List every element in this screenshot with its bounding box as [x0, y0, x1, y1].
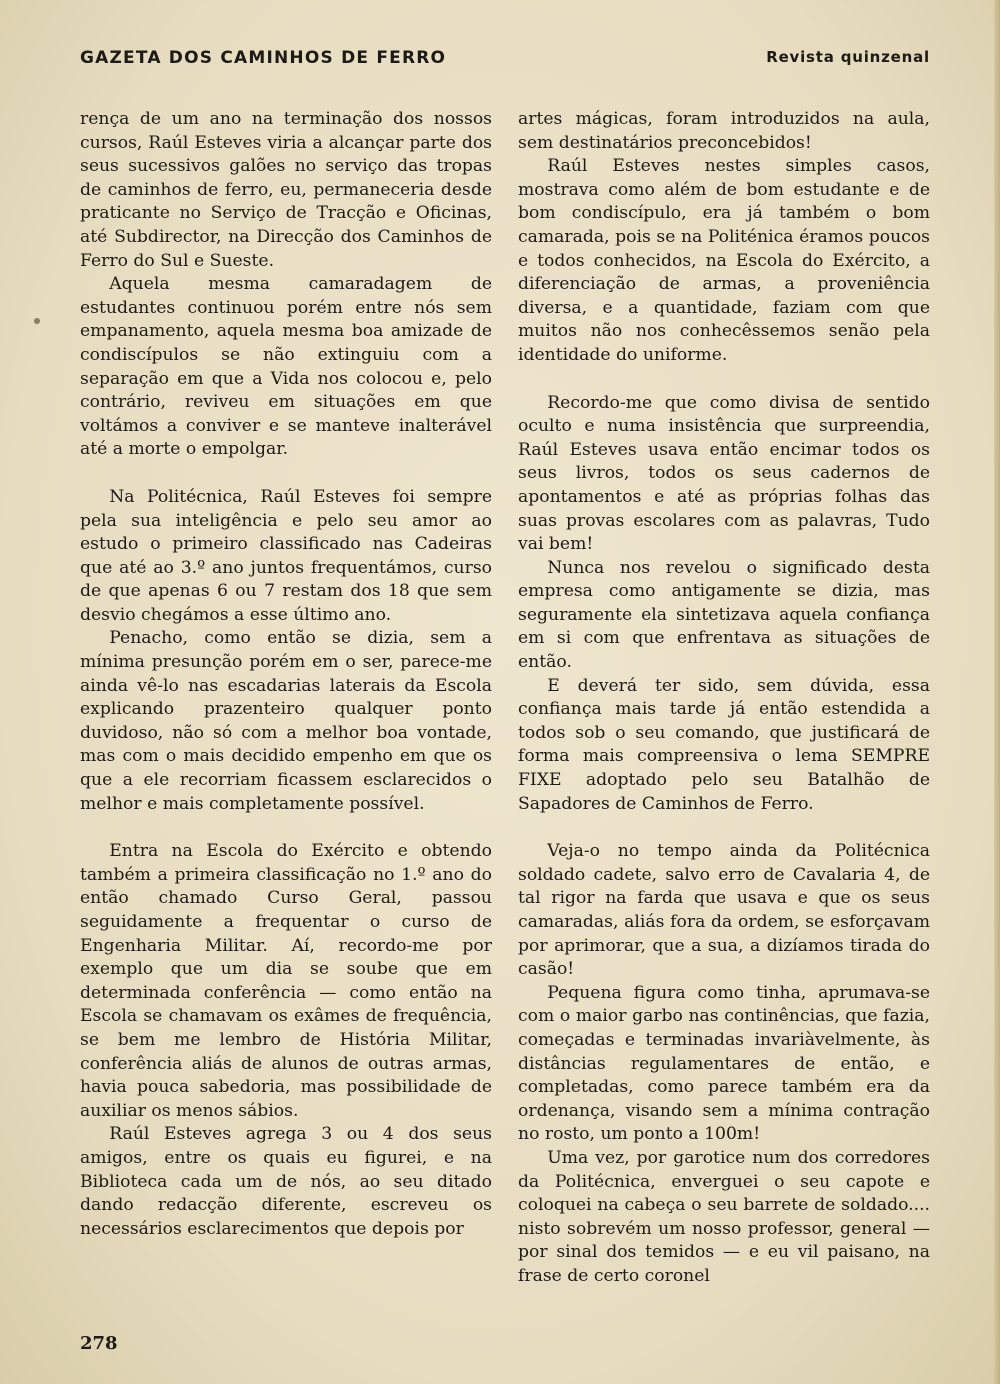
paragraph: Raúl Esteves nestes simples casos, mostrava como além de bom estudante e de bom condiscípulo, era já também o bom camarada, pois se na Politénica éramos poucos e todos conhecidos, na Escola do Exército, a diferenciação de armas, a proveniência diversa, e a quantidade, faziam com que muitos não nos conhecêssemos senão pela identidade do uniforme. — [518, 156, 930, 365]
paragraph: rença de um ano na terminação dos nossos cursos, Raúl Esteves viria a alcançar parte dos seus sucessivos galões no serviço das tropas de caminhos de ferro, eu, permaneceria desde praticante no Serviço de Tracção e Oficinas, até Subdirector, na Direcção dos Caminhos de Ferro do Sul e Sueste. — [80, 109, 492, 271]
paper-spot — [34, 318, 40, 324]
running-header — [80, 48, 930, 78]
paragraph: Raúl Esteves agrega 3 ou 4 dos seus amigos, entre os quais eu figurei, e na Biblioteca cada um de nós, ao seu ditado dando redacção diferente, escreveu os necessários esclarecimentos que depois por — [80, 1124, 492, 1239]
publication-title: GAZETA DOS CAMINHOS DE FERRO — [80, 48, 447, 68]
paragraph: Entra na Escola do Exército e obtendo também a primeira classificação no 1.º ano do então chamado Curso Geral, passou seguidamente a frequentar o curso de Engenharia Militar. Aí, recordo-me por exemplo que um dia se soube que em determinada conferência — como então na Escola se chamavam os exâmes de frequência, se bem me lembro de História Militar, conferência aliás de alunos de outras armas, havia pouca sabedoria, mas possibilidade de auxiliar os menos sábios. — [80, 841, 492, 1121]
left-column — [80, 108, 492, 1241]
paragraph: Recordo-me que como divisa de sentido oculto e numa insistência que surpreendia, Raúl Esteves usava então encimar todos os seus livros, todos os seus cadernos de apontamentos e até as próprias folhas das suas provas escolares com as palavras, Tudo vai bem! — [518, 392, 930, 555]
paragraph: Nunca nos revelou o significado desta empresa como antigamente se dizia, mas seguramente ela sintetizava aquela confiança em si com que enfrentava as situações de então. — [518, 557, 930, 673]
paragraph: Aquela mesma camaradagem de estudantes continuou porém entre nós sem empanamento, aquela mesma boa amizade de condiscípulos se não extinguiu com a separação em que a Vida nos colocou e, pelo contrário, reviveu em situações em que voltámos a conviver e se manteve inalterável até a morte o empolgar. — [80, 274, 492, 460]
paragraph: Pequena figura como tinha, aprumava-se com o maior garbo nas continências, que fazia, começadas e terminadas invariàvelmente, às distâncias regulamentares de então, e completadas, como parece também era da ordenança, visando sem a mínima contração no rosto, um ponto a 100m! — [518, 982, 930, 1145]
paragraph: E deverá ter sido, sem dúvida, essa confiança mais tarde já então estendida a todos sob o seu comando, que justificará de forma mais compreensiva o lema SEMPRE FIXE adoptado pelo seu Batalhão de Sapadores de Caminhos de Ferro. — [518, 675, 930, 814]
paragraph: Uma vez, por garotice num dos corredores da Politécnica, enverguei o seu capote e coloquei na cabeça o seu barrete de soldado.... nisto sobrevém um nosso professor, general — por sinal dos temidos — e eu vil paisano, na frase de certo coronel — [518, 1147, 930, 1286]
paragraph: Na Politécnica, Raúl Esteves foi sempre pela sua inteligência e pelo seu amor ao estudo o primeiro classificado nas Cadeiras que até ao 3.º ano juntos frequentámos, curso de que apenas 6 ou 7 restam dos 18 que sem desvio chegámos a esse último ano. — [80, 486, 492, 625]
paragraph: Penacho, como então se dizia, sem a mínima presunção porém em o ser, parece-me ainda vê-lo nas escadarias laterais da Escola explicando prazenteiro qualquer ponto duvidoso, não só com a melhor boa vontade, mas com o mais decidido empenho em que os que a ele recorriam ficassem esclarecidos o melhor e mais completamente possível. — [80, 628, 492, 814]
right-column — [518, 108, 930, 1289]
page-number: 278 — [80, 1333, 118, 1354]
publication-frequency: Revista quinzenal — [766, 48, 930, 66]
paragraph: artes mágicas, foram introduzidos na aula, sem destinatários preconcebidos! — [518, 109, 930, 153]
paragraph: Veja-o no tempo ainda da Politécnica soldado cadete, salvo erro de Cavalaria 4, de tal rigor na farda que usava e que os seus camaradas, aliás fora da ordem, se esforçavam por aprimorar, que a sua, a dizíamos tirada do casão! — [518, 841, 930, 980]
page-edge — [994, 0, 1000, 1384]
